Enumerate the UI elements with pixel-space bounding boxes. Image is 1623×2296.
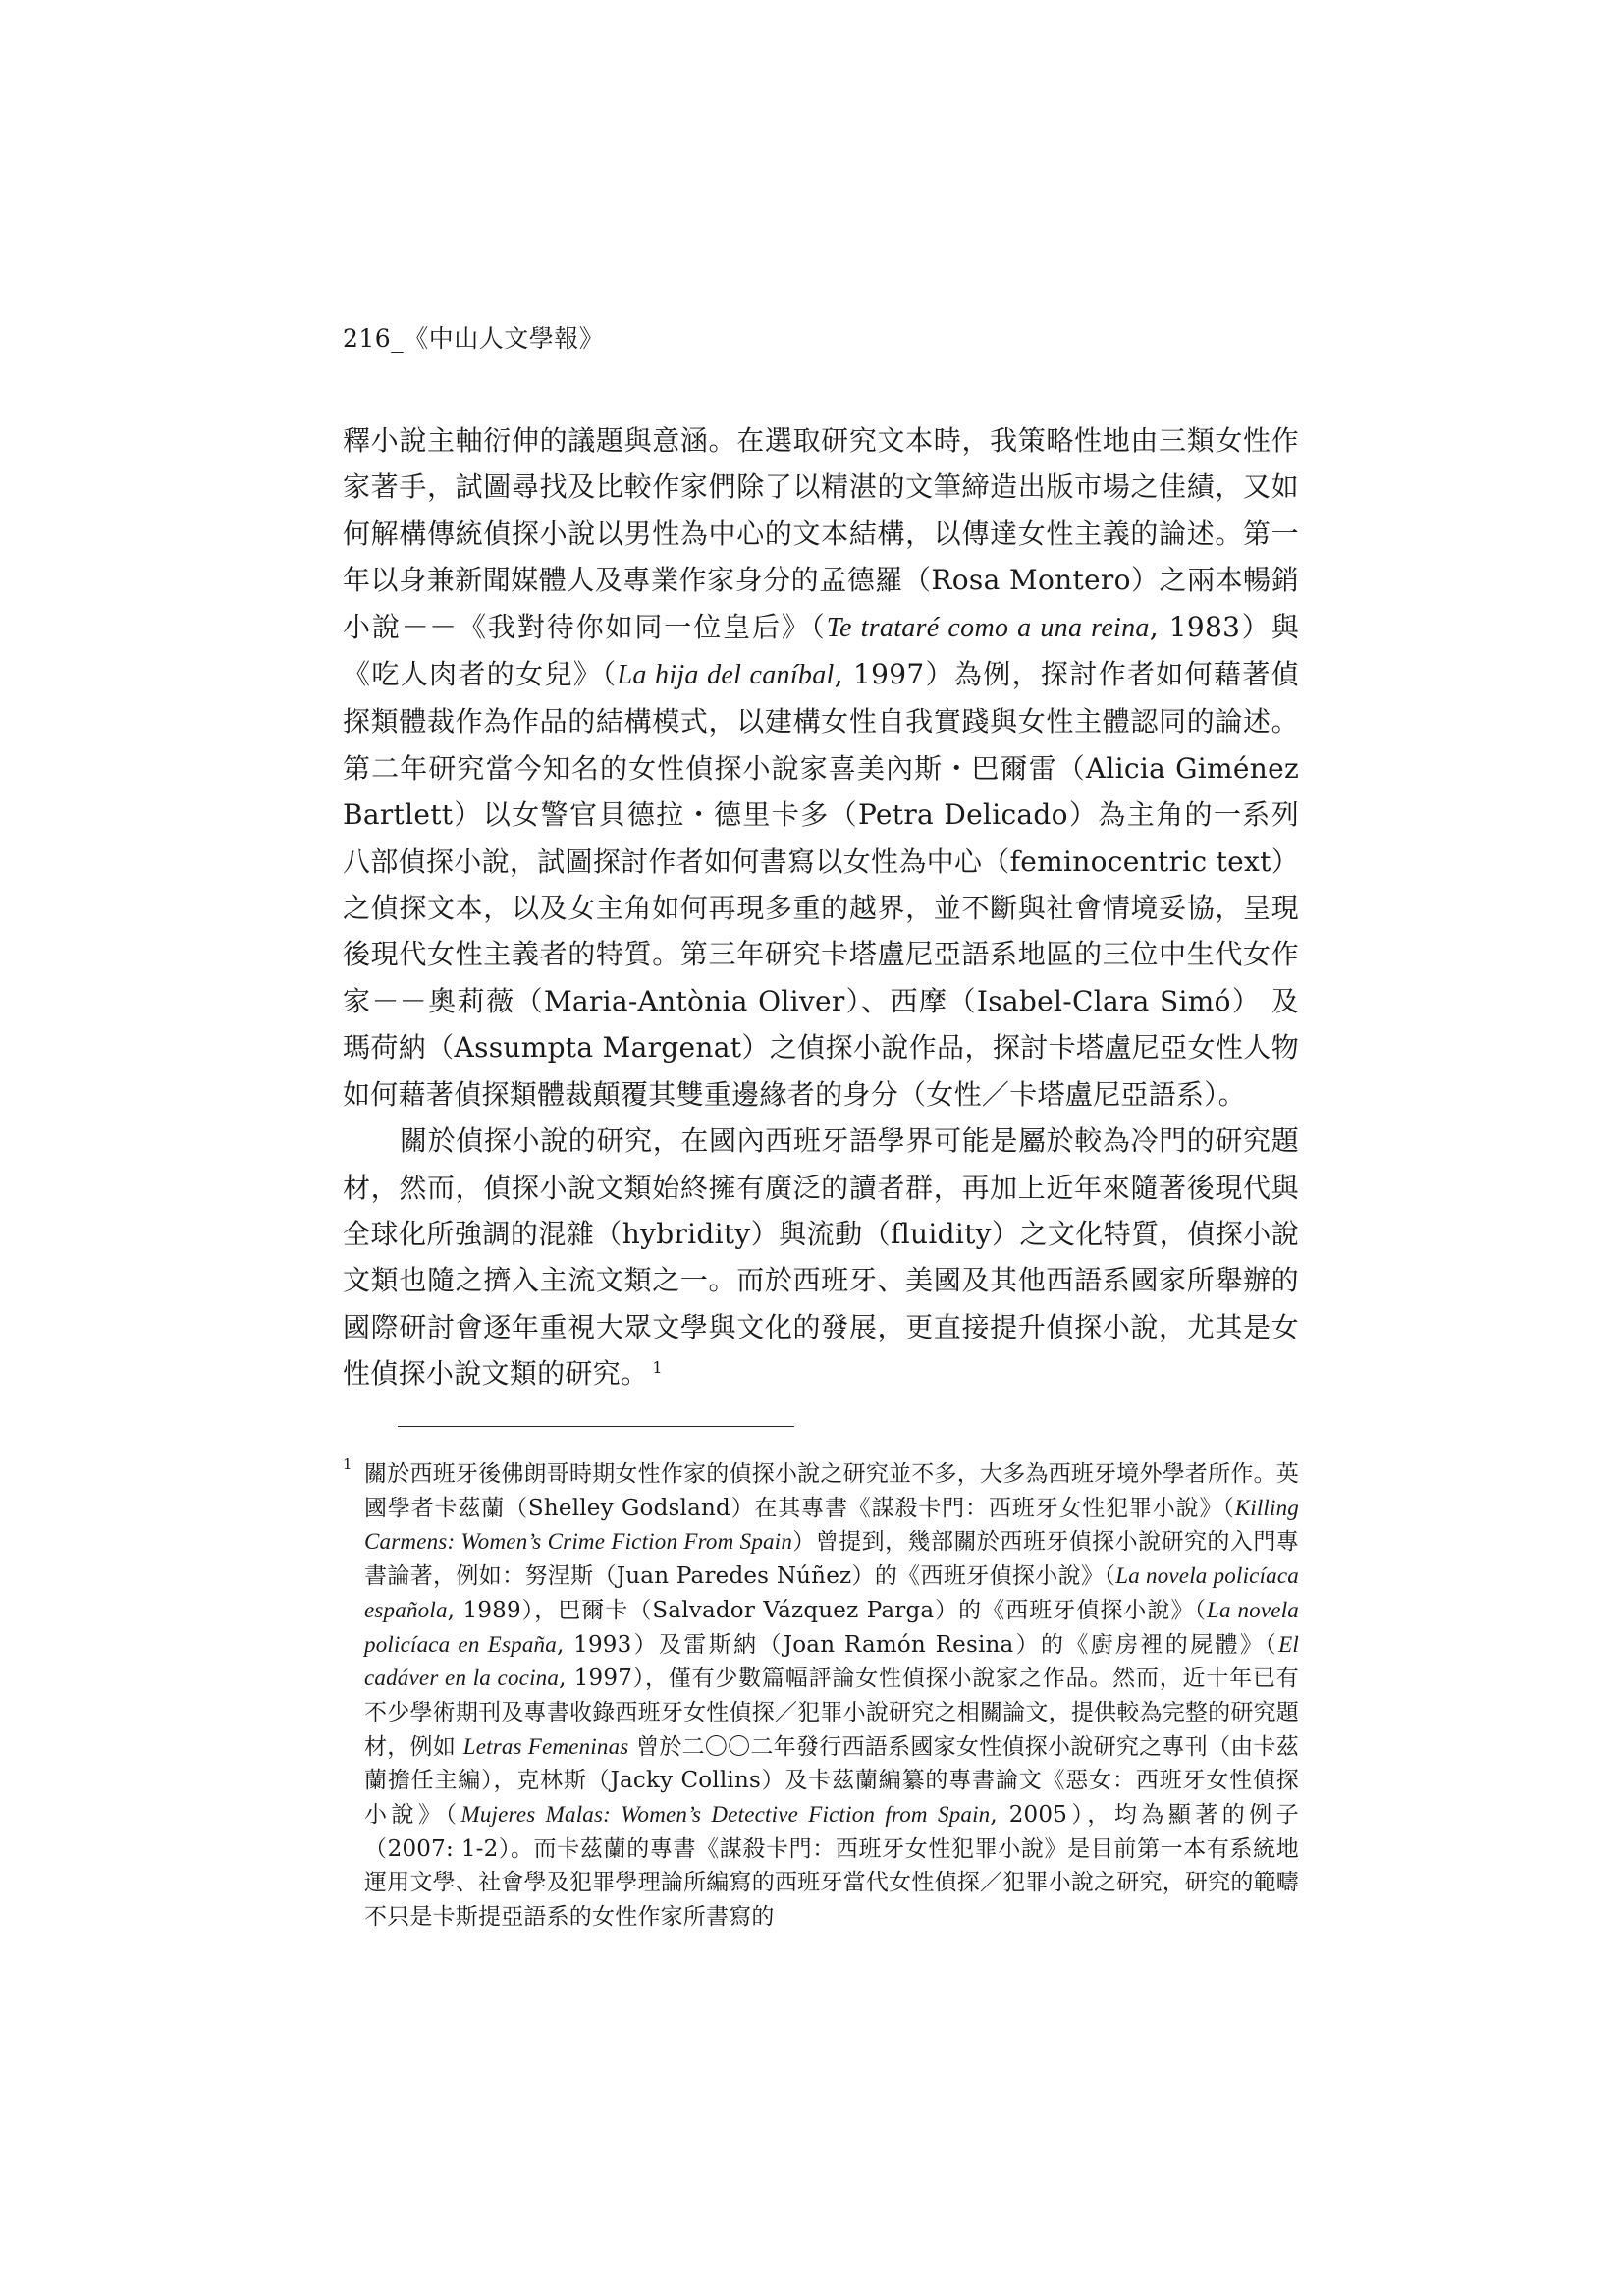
text-run: 釋小說主軸衍伸的議題與意涵。在選取研究文本時，我策略性地由三類女性作家著手，試圖尋找及比較作家們除了以精湛的文筆締造出版市場之佳績，又如何解構傳統偵探小說以男性為中心的文本結構，以傳達女性主義的論述。第一年以身兼新聞媒體人及專業作家身分的孟德羅（Rosa Montero）之兩本暢銷小說－－《我對待你如同一位皇后》（	[343, 424, 1299, 643]
text-run: , 1997），僅有少數篇幅評論女性偵探小說家之作品。然而，近十年已有不少學術期刊及專書收錄西班牙女性偵探／犯罪小說研究之相關論文，提供較為完整的研究題材，例如	[364, 1666, 1299, 1760]
text-run: , 1993）及雷斯納（Joan Ramón Resina）的《廚房裡的屍體》（	[556, 1631, 1279, 1658]
text-run: 曾於二〇〇二年發行西語系國家女性偵探小說研究之專刊（由卡茲蘭擔任主編），克林斯（Jacky Collins）及卡茲蘭編纂的專書論文《惡女：西班牙女性偵探小說》（	[364, 1733, 1300, 1829]
book-title-italic: Killing Carmens: Women’s Crime Fiction From Spain	[364, 1495, 1299, 1555]
text-run: , 1997）為例，探討作者如何藉著偵探類體裁作為作品的結構模式，以建構女性自我實踐與女性主體認同的論述。第二年研究當今知名的女性偵探小說家喜美內斯・巴爾雷（Alicia Giménez Bartlett）以女警官貝德拉・德里卡多（Petra Delicado）為主角的一系列八部偵探小說，試圖探討作者如何書寫以女性為中心（feminocentric text）之偵探文本，以及女主角如何再現多重的越界，並不斷與社會情境妥協，呈現後現代女性主義者的特質。第三年研究卡塔盧尼亞語系地區的三位中生代女作家－－奧莉薇（Maria-Antònia Oliver）、西摩（Isabel-Clara Simó） 及瑪荷納（Assumpta Margenat）之偵探小說作品，探討卡塔盧尼亞女性人物如何藉著偵探類體裁顛覆其雙重邊緣者的身分（女性／卡塔盧尼亞語系）。	[343, 658, 1299, 1111]
text-run: , 1983）與《吃人肉者的女兒》（	[343, 610, 1299, 691]
book-title-italic: La hija del caníbal	[617, 660, 835, 691]
footnote-separator	[398, 1426, 794, 1427]
footnote-text	[364, 1457, 1299, 1935]
text-run: 關於西班牙後佛朗哥時期女性作家的偵探小說之研究並不多，大多為西班牙境外學者所作。英國學者卡茲蘭（Shelley Godsland）在其專書《謀殺卡門：西班牙女性犯罪小說》（	[364, 1461, 1299, 1521]
text-run: , 2005），均為顯著的例子（2007: 1-2）。而卡茲蘭的專書《謀殺卡門：西班牙女性犯罪小說》是目前第一本有系統地運用文學、社會學及犯罪學理論所編寫的西班牙當代女性偵探／犯罪小說之研究，研究的範疇不只是卡斯提亞語系的女性作家所書寫的	[364, 1802, 1299, 1931]
text-run: , 1989），巴爾卡（Salvador Vázquez Parga）的《西班牙偵探小說》（	[447, 1597, 1207, 1623]
book-title-italic: La novela policíaca española	[364, 1563, 1299, 1622]
main-text	[343, 417, 1299, 1397]
journal-title-italic: Letras Femeninas	[462, 1733, 629, 1759]
paragraph-1	[343, 417, 1299, 1118]
footnote-mark: 1	[343, 1455, 352, 1473]
footnote-reference: 1	[652, 1357, 663, 1377]
text-run: 關於偵探小說的研究，在國內西班牙語學界可能是屬於較為冷門的研究題材，然而，偵探小說文類始終擁有廣泛的讀者群，再加上近年來隨著後現代與全球化所強調的混雜（hybridity）與流動（fluidity）之文化特質，偵探小說文類也隨之擠入主流文類之一。而於西班牙、美國及其他西語系國家所舉辦的國際研討會逐年重視大眾文學與文化的發展，更直接提升偵探小說，尤其是女性偵探小說文類的研究。	[343, 1124, 1299, 1391]
book-title-italic: Mujeres Malas: Women’s Detective Fiction from Spain	[460, 1802, 991, 1828]
book-title-italic: Te trataré como a una reina	[826, 612, 1150, 643]
text-run: ）曾提到，幾部關於西班牙偵探小說研究的入門專書論著，例如：努涅斯（Juan Paredes Núñez）的《西班牙偵探小說》（	[364, 1529, 1299, 1590]
book-title-italic: La novela policíaca en España	[364, 1597, 1299, 1657]
paragraph-2	[343, 1118, 1299, 1396]
footnote-1	[343, 1457, 1299, 1935]
running-head: 216_《中山人文學報》	[343, 324, 605, 353]
book-title-italic: El cadáver en la cocina	[364, 1631, 1299, 1691]
